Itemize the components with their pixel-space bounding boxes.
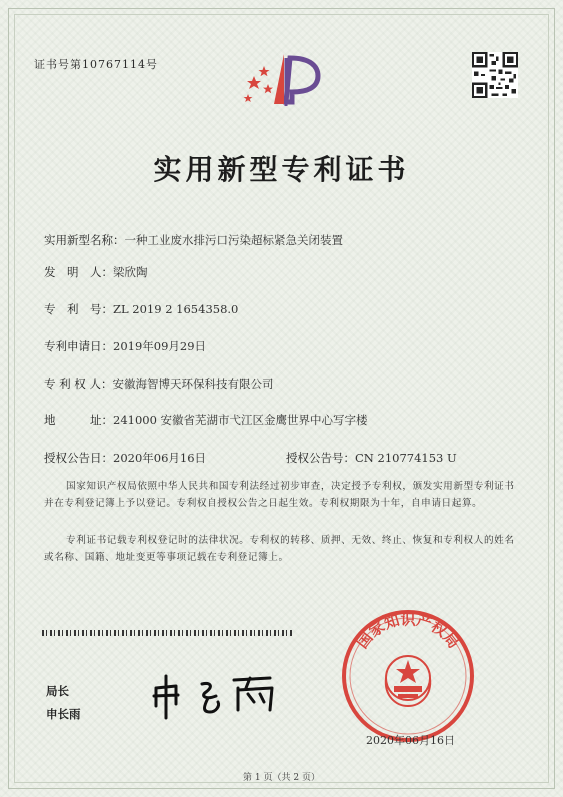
field-filing-date bbox=[44, 338, 206, 354]
field-label: 授权公告日： bbox=[44, 451, 113, 465]
field-value: CN 210774153 U bbox=[355, 451, 457, 465]
paragraph-legal-status: 专利证书记载专利权登记时的法律状况。专利权的转移、质押、无效、终止、恢复和专利权人的姓名或名称、国籍、地址变更等事项记载在专利登记簿上。 bbox=[44, 535, 515, 563]
field-value: 2020年06月16日 bbox=[113, 451, 207, 465]
field-value: 2019年09月29日 bbox=[113, 339, 207, 353]
signatory-name: 申长雨 bbox=[46, 707, 81, 721]
field-grant-number bbox=[286, 450, 457, 466]
seal-date: 2020年06月16日 bbox=[366, 734, 455, 747]
official-seal-icon bbox=[338, 606, 478, 746]
field-value: 梁欣陶 bbox=[113, 265, 148, 279]
certificate-title: 实用新型专利证书 bbox=[153, 153, 410, 186]
qr-code-icon bbox=[472, 52, 518, 98]
field-label: 地 址： bbox=[44, 413, 113, 427]
field-value: 一种工业废水排污口污染超标紧急关闭装置 bbox=[124, 233, 343, 247]
seal-text: 国家知识产权局 bbox=[353, 610, 463, 652]
cnipa-logo-icon bbox=[238, 50, 328, 110]
field-value: ZL 2019 2 1654358.0 bbox=[113, 302, 239, 316]
field-patentee bbox=[44, 376, 273, 392]
svg-text:国家知识产权局 bbox=[353, 610, 463, 651]
field-grant-date bbox=[44, 450, 206, 466]
field-utility-model-name bbox=[44, 232, 343, 248]
field-label: 发 明 人： bbox=[44, 265, 113, 279]
field-value: 安徽海智博天环保科技有限公司 bbox=[112, 377, 274, 391]
barcode-strip bbox=[42, 630, 292, 636]
handwritten-signature-icon bbox=[150, 666, 310, 722]
field-label: 授权公告号： bbox=[286, 451, 355, 465]
field-label: 实用新型名称： bbox=[44, 233, 125, 247]
field-inventor bbox=[44, 264, 148, 280]
page-number: 第 1 页（共 2 页） bbox=[243, 773, 320, 783]
paragraph-grant-decision: 国家知识产权局依照中华人民共和国专利法经过初步审查，决定授予专利权，颁发实用新型专利证书并在专利登记簿上予以登记。专利权自授权公告之日起生效。专利权期限为十年，自申请日起算。 bbox=[44, 481, 515, 509]
signatory-title: 局长 bbox=[46, 684, 69, 698]
field-label: 专 利 权 人： bbox=[44, 377, 113, 391]
certificate-number: 证书号第10767114号 bbox=[34, 58, 158, 71]
field-address bbox=[44, 412, 368, 428]
field-value: 241000 安徽省芜湖市弋江区金鹰世界中心写字楼 bbox=[113, 413, 368, 427]
field-label: 专 利 号： bbox=[44, 302, 113, 316]
field-label: 专利申请日： bbox=[44, 339, 113, 353]
field-patent-number bbox=[44, 301, 238, 317]
